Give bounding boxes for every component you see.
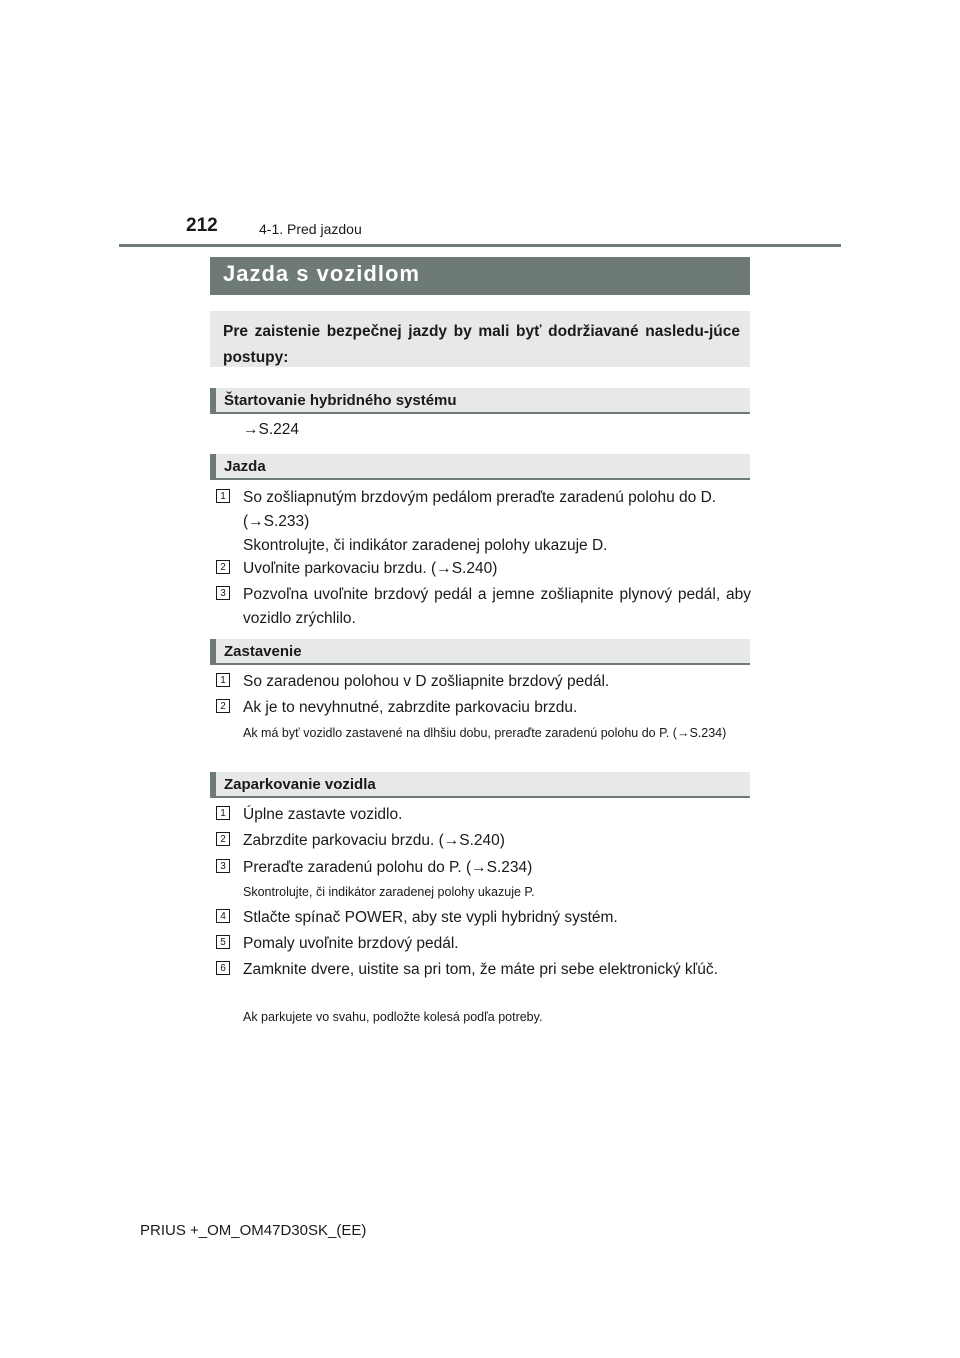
header-divider xyxy=(119,244,841,247)
step-number: 3 xyxy=(216,586,230,600)
drive-step-2 xyxy=(216,557,751,581)
page-reference: →S.224 xyxy=(243,421,300,438)
step-text: Ak je to nevyhnutné, zabrzdite parkovaciu brzdu. xyxy=(243,699,578,716)
section-path: 4-1. Pred jazdou xyxy=(259,221,362,237)
park-step-5 xyxy=(216,932,751,956)
step-text: Stlačte spínač POWER, aby ste vypli hybridný systém. xyxy=(243,909,618,926)
page-title: Jazda s vozidlom xyxy=(210,257,750,295)
step-number: 2 xyxy=(216,699,230,713)
step-text-check: Skontrolujte, či indikátor zaradenej polohy ukazuje D. xyxy=(243,537,608,554)
step-text: Pozvoľna uvoľnite brzdový pedál a jemne zošliapnite plynový pedál, aby vozidlo zrýchlilo. xyxy=(243,586,751,627)
step-reference: (→S.233) xyxy=(243,513,310,530)
drive-step-1 xyxy=(216,486,751,558)
heading-start-hybrid-system: Štartovanie hybridného systému xyxy=(210,388,750,414)
park-step-4 xyxy=(216,906,751,930)
step-text: Preraďte zaradenú polohu do P. (→S.234) xyxy=(243,859,533,876)
park-note-step-6: Ak parkujete vo svahu, podložte kolesá podľa potreby. xyxy=(243,1010,543,1024)
park-step-1 xyxy=(216,803,751,827)
park-step-6 xyxy=(216,958,751,982)
stop-note: Ak má byť vozidlo zastavené na dlhšiu dobu, preraďte zaradenú polohu do P. (→S.234) xyxy=(243,726,727,740)
step-number: 5 xyxy=(216,935,230,949)
heading-drive: Jazda xyxy=(210,454,750,480)
heading-parking: Zaparkovanie vozidla xyxy=(210,772,750,798)
drive-step-3 xyxy=(216,583,751,631)
park-note-step-3: Skontrolujte, či indikátor zaradenej polohy ukazuje P. xyxy=(243,885,535,899)
step-text: So zošliapnutým brzdovým pedálom preraďte zaradenú polohu do D. xyxy=(243,489,717,506)
stop-step-2 xyxy=(216,696,751,720)
step-number: 1 xyxy=(216,673,230,687)
heading-stop: Zastavenie xyxy=(210,639,750,665)
step-number: 1 xyxy=(216,806,230,820)
step-number: 2 xyxy=(216,560,230,574)
step-text: Zamknite dvere, uistite sa pri tom, že máte pri sebe elektronický kľúč. xyxy=(243,961,718,978)
stop-step-1 xyxy=(216,670,751,694)
intro-text: Pre zaistenie bezpečnej jazdy by mali byť dodržiavané nasledu-júce postupy: xyxy=(210,311,750,367)
step-text: Uvoľnite parkovaciu brzdu. (→S.240) xyxy=(243,560,498,577)
park-step-2 xyxy=(216,829,751,853)
document-code: PRIUS +_OM_OM47D30SK_(EE) xyxy=(140,1222,367,1239)
step-number: 1 xyxy=(216,489,230,503)
park-step-3 xyxy=(216,856,751,880)
step-text: Úplne zastavte vozidlo. xyxy=(243,806,403,823)
step-number: 3 xyxy=(216,859,230,873)
step-text: Pomaly uvoľnite brzdový pedál. xyxy=(243,935,459,952)
step-number: 6 xyxy=(216,961,230,975)
step-text: Zabrzdite parkovaciu brzdu. (→S.240) xyxy=(243,832,505,849)
step-number: 4 xyxy=(216,909,230,923)
step-number: 2 xyxy=(216,832,230,846)
step-text: So zaradenou polohou v D zošliapnite brzdový pedál. xyxy=(243,673,610,690)
page-number: 212 xyxy=(186,215,218,236)
